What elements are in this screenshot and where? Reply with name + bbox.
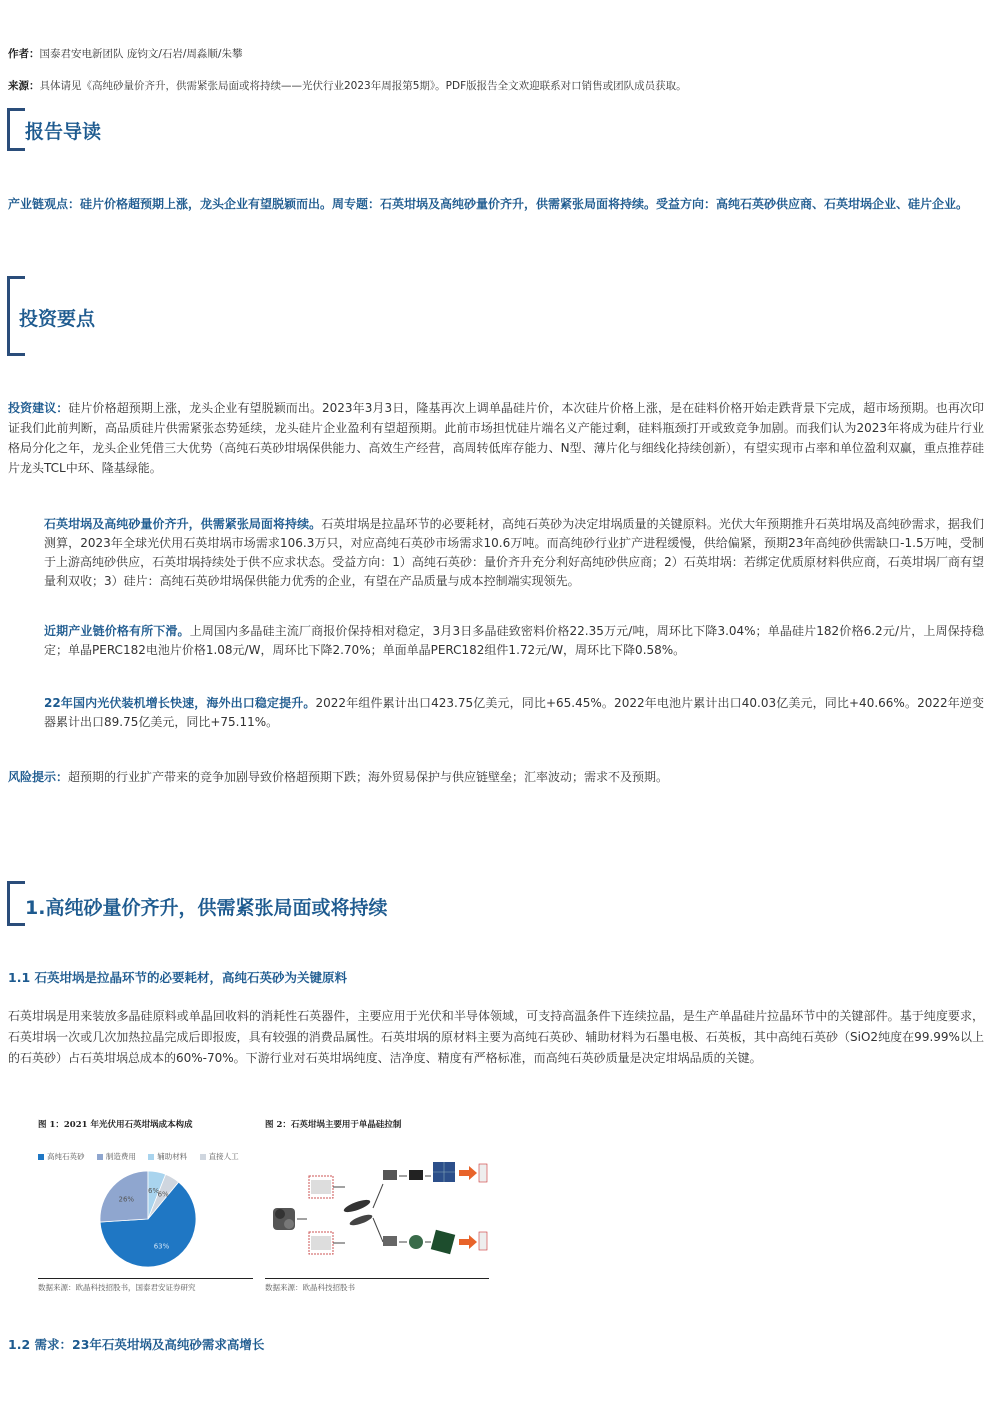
pie-label-0: 63% bbox=[153, 1242, 170, 1251]
chip-wafer-image bbox=[409, 1235, 423, 1249]
point-1 bbox=[44, 515, 984, 591]
crucible-image-bottom bbox=[311, 1236, 331, 1250]
points-section-header bbox=[7, 276, 207, 358]
pie-label-2: 6% bbox=[148, 1186, 160, 1195]
point-2 bbox=[44, 622, 984, 660]
figure-1-rule bbox=[38, 1278, 253, 1279]
risk-text: 超预期的行业扩产带来的竞争加剧导致价格超预期下跌；海外贸易保护与供应链壁垒；汇率波动；需求不及预期。 bbox=[68, 770, 669, 784]
point-1-label: 石英坩埚及高纯砂量价齐升，供需紧张局面将持续。 bbox=[44, 517, 322, 531]
point-3-text: 2022年组件累计出口423.75亿美元，同比+65.45%。2022年电池片累计出口40.03亿美元，同比+40.66%。2022年逆变器累计出口89.75亿美元，同比+75.11%。 bbox=[44, 696, 984, 729]
pv-wafer-image bbox=[383, 1170, 397, 1180]
section-1-title: 1.高纯砂量价齐升，供需紧张局面或将持续 bbox=[25, 897, 388, 919]
arrow-line bbox=[373, 1218, 383, 1242]
legend-item-3: 直接人工 bbox=[200, 1151, 239, 1162]
section-1-body: 石英坩埚是用来装放多晶硅原料或单晶回收料的消耗性石英器件，主要应用于光伏和半导体领域，可支持高温条件下连续拉晶，是生产单晶硅片拉晶环节中的关键部件。基于纯度要求，石英坩埚一次或几次加热拉晶完成后即报废，具有较强的消费品属性。石英坩埚的原材料主要为高纯石英砂、辅助材料为石墨电极、石英板，其中高纯石英砂（SiO2纯度在99.99%以上的石英砂）占石英坩埚总成本的60%-70%。下游行业对石英坩埚纯度、洁净度、精度有严格标准，而高纯石英砂质量是决定坩埚品质的关键。 bbox=[8, 1009, 984, 1065]
guide-section-header bbox=[7, 108, 207, 153]
arrow-right-icon bbox=[459, 1166, 477, 1180]
figure-2-rule bbox=[265, 1278, 489, 1279]
guide-title: 报告导读 bbox=[25, 121, 102, 143]
author-line bbox=[8, 46, 242, 61]
figure-1-pie-chart bbox=[93, 1164, 203, 1274]
quartz-pebble bbox=[284, 1219, 294, 1229]
invest-text: 硅片价格超预期上涨，龙头企业有望脱颖而出。2023年3月3日，隆基再次上调单晶硅片价，本次硅片价格上涨，是在硅料价格开始走跌背景下完成，超市场预期。也再次印证我们此前判断，高品质硅片供需紧张态势延续，龙头硅片企业盈利有望超预期。此前市场担忧硅片端名义产能过剩，硅料瓶颈打开或致竞争加剧。而我们认为2023年将成为硅片行业格局分化之年，龙头企业凭借三大优势（高纯石英砂坩埚保供能力、高效生产经营，高周转低库存能力、N型、薄片化与细线化持续创新），有望实现市占率和单位盈利双赢，重点推荐硅片龙头TCL中环、隆基绿能。 bbox=[8, 401, 984, 475]
guide-text: 产业链观点：硅片价格超预期上涨，龙头企业有望脱颖而出。周专题：石英坩埚及高纯砂量价齐升，供需紧张局面将持续。受益方向：高纯石英砂供应商、石英坩埚企业、硅片企业。 bbox=[8, 197, 969, 211]
source-value: 具体请见《高纯砂量价齐升，供需紧张局面或将持续——光伏行业2023年周报第5期》。PDF版报告全文欢迎联系对口销售或团队成员获取。 bbox=[39, 80, 687, 92]
silicon-rod-image bbox=[342, 1197, 371, 1214]
legend-swatch-2 bbox=[148, 1154, 154, 1160]
silicon-rod-image bbox=[349, 1213, 374, 1228]
semi-label-box bbox=[479, 1232, 487, 1250]
crucible-image-top bbox=[311, 1180, 331, 1194]
pv-label-box bbox=[479, 1164, 487, 1182]
pie-label-3: 6% bbox=[157, 1190, 169, 1199]
risk-label: 风险提示： bbox=[8, 770, 69, 784]
arrow-line bbox=[373, 1184, 383, 1208]
legend-item-2: 辅助材料 bbox=[148, 1151, 187, 1162]
point-3 bbox=[44, 694, 984, 732]
legend-swatch-0 bbox=[38, 1154, 44, 1160]
subsection-1-2: 1.2 需求：23年石英坩埚及高纯砂需求高增长 bbox=[8, 1337, 265, 1352]
legend-item-1: 制造费用 bbox=[97, 1151, 136, 1162]
points-bracket bbox=[7, 276, 10, 356]
quartz-pebble bbox=[275, 1209, 285, 1219]
source-line bbox=[8, 78, 687, 93]
figure-1-legend bbox=[38, 1151, 249, 1162]
invest-advice bbox=[8, 398, 984, 478]
guide-bracket bbox=[7, 108, 10, 151]
section-1-bracket bbox=[7, 881, 10, 926]
arrow-right-icon bbox=[459, 1235, 477, 1249]
legend-item-0: 高纯石英砂 bbox=[38, 1151, 85, 1162]
point-2-label: 近期产业链价格有所下滑。 bbox=[44, 624, 190, 638]
figure-2-title: 图 2：石英坩埚主要用于单晶硅拉制 bbox=[265, 1120, 402, 1130]
semiconductor-wafer-image bbox=[383, 1236, 397, 1246]
point-2-text: 上周国内多晶硅主流厂商报价保持相对稳定，3月3日多晶硅致密料价格22.35万元/吨，周环比下降3.04%；单晶硅片182价格6.2元/片，上周保持稳定；单晶PERC182电池片价格1.08元/W，周环比下降2.70%；单面单晶PERC182组件1.72元/W，周环比下降0.58%。 bbox=[44, 624, 984, 657]
chip-image bbox=[431, 1230, 455, 1254]
author-label: 作者： bbox=[8, 48, 40, 60]
legend-swatch-3 bbox=[200, 1154, 206, 1160]
figure-2 bbox=[265, 1118, 489, 1293]
invest-label: 投资建议： bbox=[8, 401, 69, 415]
pie-label-1: 26% bbox=[118, 1195, 135, 1204]
legend-swatch-1 bbox=[97, 1154, 103, 1160]
author-value: 国泰君安电新团队 庞钧文/石岩/周淼顺/朱攀 bbox=[39, 48, 243, 60]
section-1-header bbox=[7, 881, 507, 928]
pv-cell-image bbox=[409, 1170, 423, 1180]
point-3-label: 22年国内光伏装机增长快速，海外出口稳定提升。 bbox=[44, 696, 316, 710]
figure-1 bbox=[38, 1118, 253, 1293]
source-label: 来源： bbox=[8, 80, 40, 92]
point-1-text: 石英坩埚是拉晶环节的必要耗材，高纯石英砂为决定坩埚质量的关键原料。光伏大年预期推升石英坩埚及高纯砂需求，据我们测算，2023年全球光伏用石英坩埚市场需求106.3万只，对应高纯石英砂市场需求10.6万吨。而高纯砂行业扩产进程缓慢，供给偏紧，预期23年高纯砂供需缺口-1.5万吨，受制于上游高纯砂供应，石英坩埚持续处于供不应求状态。受益方向：1）高纯石英砂：量价齐升充分利好高纯砂供应商；2）石英坩埚：若绑定优质原材料供应商，石英坩埚厂商有望量利双收；3）硅片：高纯石英砂坩埚保供能力优秀的企业，有望在产品质量与成本控制端实现领先。 bbox=[44, 517, 984, 588]
figure-2-source: 数据来源：欧晶科技招股书 bbox=[265, 1283, 355, 1292]
subsection-1-1: 1.1 石英坩埚是拉晶环节的必要耗材，高纯石英砂为关键原料 bbox=[8, 970, 347, 985]
figure-1-title: 图 1：2021 年光伏用石英坩埚成本构成 bbox=[38, 1120, 193, 1130]
figure-1-source: 数据来源：欧晶科技招股书，国泰君安证券研究 bbox=[38, 1283, 196, 1292]
risk-warning bbox=[8, 767, 984, 787]
points-title: 投资要点 bbox=[19, 308, 96, 330]
figure-2-process-diagram bbox=[265, 1136, 489, 1266]
